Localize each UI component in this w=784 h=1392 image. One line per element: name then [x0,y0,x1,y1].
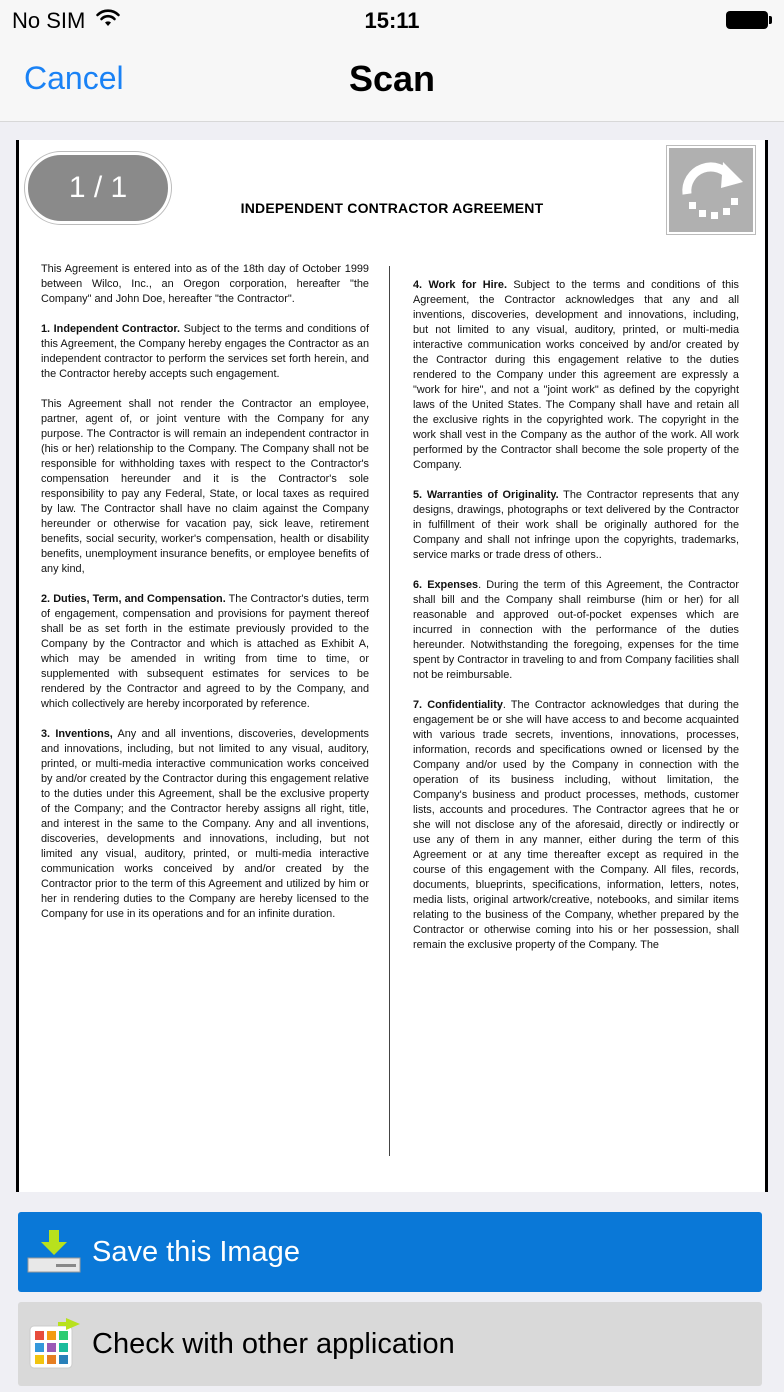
paragraph-heading: 3. Inventions, [41,728,113,740]
paragraph-text: This Agreement is entered into as of the 18th day of October 1999 between Wilco, Inc., an Oregon corporation, hereafter "the Company" and John Doe, hereafter "the Contractor". [41,263,369,305]
paragraph-text: The Contractor's duties, term of engagement, compensation and provisions for payment thereof shall be as set forth in the estimate previously provided to the Company by the Contractor and which is attached as Exhibit A, which may be amended in writing from time to time, or supplemented with subsequent estimates for services to be rendered by the Contractor and agreed to by the Company, and which collectively are hereby incorporated by reference. [41,593,369,710]
nav-bar [0,40,784,122]
cancel-button[interactable]: Cancel [24,60,124,96]
paragraph-heading: 7. Confidentiality [413,699,503,711]
document-paragraph [413,578,739,683]
paragraph-heading: 1. Independent Contractor. [41,323,181,335]
paragraph-heading: 5. Warranties of Originality. [413,489,559,501]
download-icon [26,1228,82,1276]
status-bar [0,0,784,40]
document-paragraph [41,322,369,382]
document-paragraph [41,262,369,307]
document-paragraph [41,727,369,922]
check-other-app-button[interactable] [18,1302,762,1386]
paragraph-text: The Contractor represents that any designs, drawings, photographs or text delivered by the Contractor in fulfillment of their work shall be originally authored for the Company and shall not infringe upon the copyrights, trademarks, service marks or trade dress of others.. [413,489,739,561]
paragraph-text: Any and all inventions, discoveries, developments and innovations, including, but not limited to any visual, auditory, printed, or multi-media interactive communication works conceived by and/or created by the Contractor during this engagement relative to the duties under this Agreement, shall be the exclusive property of the Company; and the Contractor hereby assigns all right, title, and interest in the same to the Company. Any and all inventions, discoveries, developments and innovations, including, but not limited any visual, auditory, printed, or multi-media interactive communication works conceived by and/or created by the Contractor prior to the term of this Agreement and utilized by him or her in rendering duties to the Company are hereby licensed to the Company for use in its operations and for an infinite duration. [41,728,369,920]
document-column-right [413,278,739,968]
paragraph-heading: 4. Work for Hire. [413,279,507,291]
check-other-app-label: Check with other application [92,1328,455,1360]
rotate-button[interactable] [667,146,755,234]
battery-icon [726,11,772,29]
paragraph-heading: 2. Duties, Term, and Compensation. [41,593,226,605]
document-paragraph [41,592,369,712]
paragraph-text: . During the term of this Agreement, the Contractor shall bill and the Company shall reimburse (him or her) for all reasonable and approved out-of-pocket expenses which are incurred in connection with the performance of the duties hereunder. Notwithstanding the foregoing, expenses for the time spent by Contractor in traveling to and from Company facilities shall not be reimbursable. [413,579,739,681]
save-image-button[interactable] [18,1212,762,1292]
document-title: INDEPENDENT CONTRACTOR AGREEMENT [240,200,544,216]
paragraph-text: This Agreement shall not render the Contractor an employee, partner, agent of, or joint venture with the Company for any purpose. The Contractor is will remain an independent contractor in (his or her) relationship to the Company. The Company shall not be responsible for withholding taxes with respect to the Contractor's compensation hereunder and it is the Contractor's sole responsibility to pay any Federal, State, or local taxes as required by law. The Contractor shall have no claim against the Company hereunder or otherwise for vacation pay, sick leave, retirement benefits, social security, worker's compensation, health or disability benefits, unemployment insurance benefits, or employee benefits of any kind, [41,398,369,575]
rotate-icon [669,148,753,232]
document-paragraph [41,397,369,577]
paragraph-text: . The Contractor acknowledges that during the engagement be or she will have access to and become acquainted with various trade secrets, inventions, innovations, processes, information, records and specifications owned or licensed by the Company and/or used by the Company in connection with the operation of its business including, without limitation, the Company's business and product processes, methods, customer lists, accounts and procedures. The Contractor agrees that he or she will not disclose any of the aforesaid, directly or indirectly or use any of them in any manner, either during the term of this Agreement or at any time thereafter except as required in the course of this engagement with the Company. All files, records, documents, blueprints, specifications, information, letters, notes, media lists, original artwork/creative, notebooks, and similar items relating to the business of the Company, whether prepared by the Contractor or otherwise coming into his or her possession, shall remain the exclusive property of the Company. The [413,699,739,951]
paragraph-heading: 6. Expenses [413,579,479,591]
carrier-label: No SIM [12,8,86,33]
paragraph-text: Subject to the terms and conditions of this Agreement, the Contractor acknowledges that any and all inventions, discoveries, development and innovations, including, but not limited to any visual, auditory, printed, or multi-media interactive communication works conceived by and/or created by the Contractor during this engagement relative to the duties rendered to the Company under this agreement are expressly a "work for hire", and not a "joint work" as defined by the copyright laws of the United States. The Company shall have and retain all the exclusive rights in the copyrighted work. The copyright in the work shall vest in the Company as the author of the work. All work performed by the Contractor shall become the sole property of the Company. [413,279,739,471]
paragraph-text: Subject to the terms and conditions of this Agreement, the Company hereby engages the Contractor as an independent contractor to perform the services set forth herein, and the Contractor hereby accepts such engagement. [41,323,369,380]
scan-preview[interactable] [16,140,768,1192]
document-column-left [41,262,369,937]
page-indicator: 1 / 1 [25,152,171,224]
status-time: 15:11 [364,8,420,33]
save-image-label: Save this Image [92,1236,300,1268]
document-paragraph [413,278,739,473]
page-title: Scan [348,58,436,99]
apps-grid-icon [28,1316,84,1372]
document-paragraph [413,698,739,953]
document-paragraph [413,488,739,563]
column-divider [389,266,390,1156]
